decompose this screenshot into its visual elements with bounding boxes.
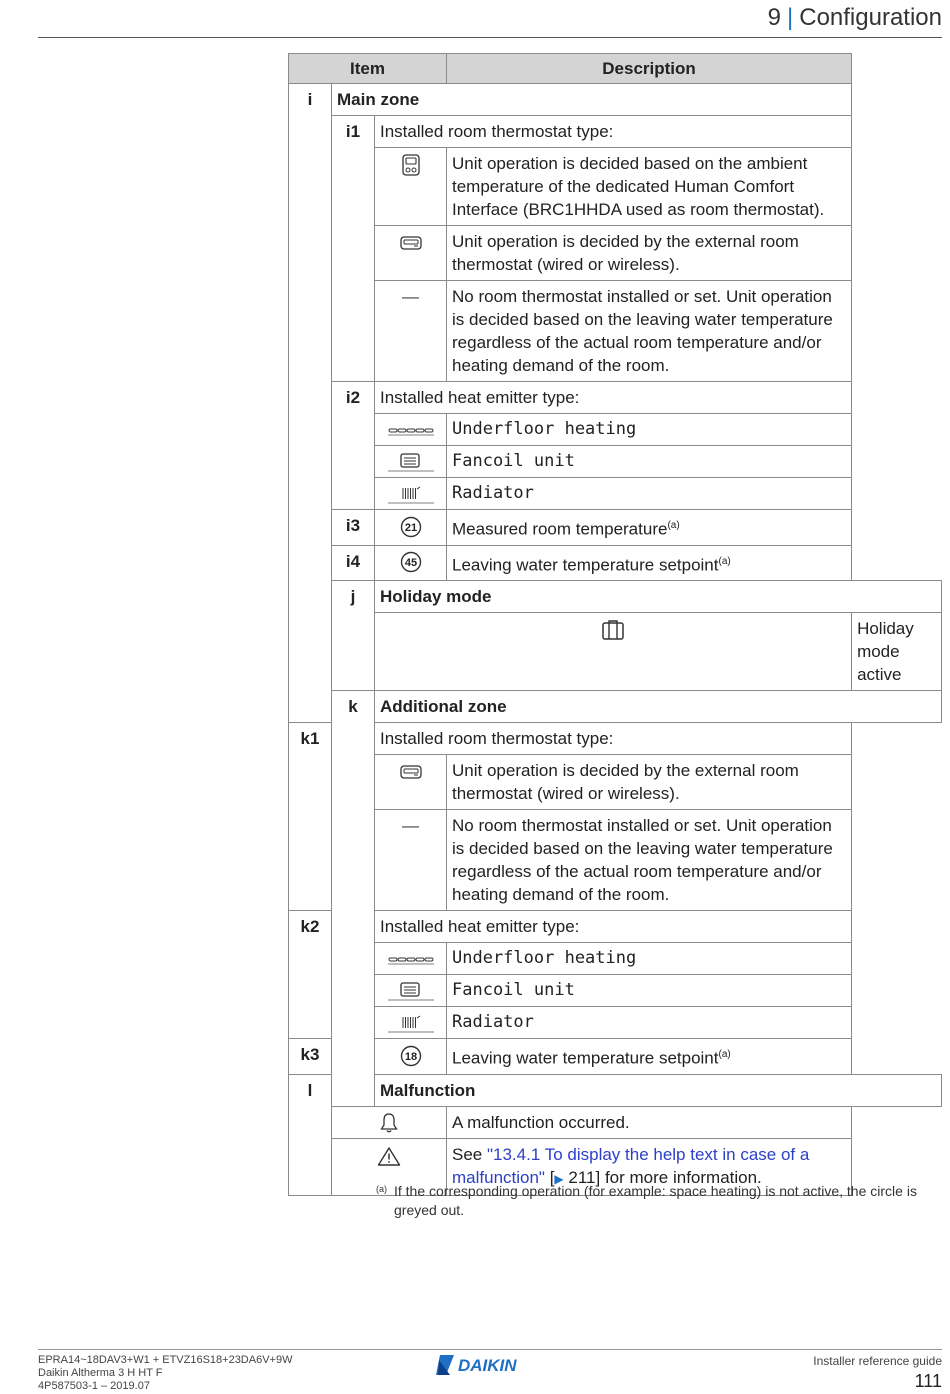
footnote-ref: (a) — [718, 1049, 731, 1061]
table-row — [289, 613, 942, 691]
radiator-icon — [388, 485, 434, 505]
table-row — [289, 1106, 942, 1139]
table-row — [289, 810, 942, 911]
table-row — [289, 148, 942, 226]
header-rule — [38, 37, 942, 38]
lwt-setpoint-badge-icon — [400, 551, 422, 573]
guide-name: Installer reference guide — [813, 1354, 942, 1368]
underfloor-icon — [388, 955, 434, 965]
fancoil-icon — [388, 982, 434, 1002]
item-label-i1: i1 — [332, 116, 375, 382]
table-row — [289, 116, 942, 148]
option-text: Unit operation is decided based on the ambient temperature of the dedicated Human Comfort Interface (BRC1HHDA used as room thermostat). — [447, 148, 852, 226]
thermostat-hci-icon — [401, 154, 421, 176]
table-row — [289, 755, 942, 810]
item-text-i3: Measured room temperature — [452, 519, 668, 539]
thermostat-external-icon — [400, 235, 422, 251]
footer-product-info: EPRA14~18DAV3+W1 + ETVZ16S18+23DA6V+9W Daikin Altherma 3 H HT F 4P587503-1 – 2019.07 — [38, 1354, 293, 1392]
option-text: Unit operation is decided by the external room thermostat (wired or wireless). — [447, 226, 852, 281]
item-letter-k: k — [332, 691, 375, 1107]
item-text-k3: Leaving water temperature setpoint — [452, 1048, 719, 1068]
bell-icon — [379, 1112, 399, 1134]
fancoil-icon — [388, 453, 434, 473]
header-item: Item — [289, 54, 447, 84]
footnote-ref: (a) — [718, 555, 731, 567]
malfunction-text: A malfunction occurred. — [447, 1106, 852, 1139]
item-letter-i: i — [289, 84, 332, 723]
item-label-i2: i2 — [332, 382, 375, 510]
item-text-i1: Installed room thermostat type: — [375, 116, 852, 148]
item-text-k1: Installed room thermostat type: — [375, 723, 852, 755]
holiday-icon — [601, 619, 625, 641]
no-thermostat-symbol: — — [375, 281, 447, 382]
emitter-text: Fancoil unit — [447, 975, 852, 1007]
emitter-text: Underfloor heating — [447, 943, 852, 975]
item-label-i3: i3 — [332, 510, 375, 546]
table-header-row — [289, 54, 942, 84]
page-header: 9 | Configuration — [767, 4, 942, 31]
item-text-i4: Leaving water temperature setpoint — [452, 555, 719, 575]
zone-title-malfunction: Malfunction — [375, 1074, 942, 1106]
page-ref-arrow-icon: ▶ — [554, 1172, 564, 1187]
zone-title-holiday: Holiday mode — [375, 581, 942, 613]
table-row — [289, 911, 942, 943]
chapter-number: 9 — [767, 4, 781, 31]
emitter-text: Fancoil unit — [447, 446, 852, 478]
item-text-k2: Installed heat emitter type: — [375, 911, 852, 943]
header-description: Description — [447, 54, 852, 84]
zone-title-main: Main zone — [332, 84, 852, 116]
item-letter-j: j — [332, 581, 375, 691]
lwt-setpoint-badge-icon — [400, 1045, 422, 1067]
page-ref[interactable]: 211] — [563, 1168, 601, 1188]
zone-title-additional: Additional zone — [375, 691, 942, 723]
item-label-i4: i4 — [332, 545, 375, 581]
footnote — [376, 1182, 936, 1220]
table-row — [289, 1074, 942, 1106]
footer-guide-info — [813, 1354, 942, 1392]
option-text: Unit operation is decided by the external room thermostat (wired or wireless). — [447, 755, 852, 810]
table-row — [289, 545, 942, 581]
option-text: No room thermostat installed or set. Unit operation is decided based on the leaving water temperature regardless of the actual room temperature and/or heating demand of the room. — [447, 281, 852, 382]
table-row — [289, 943, 942, 975]
table-row — [289, 382, 942, 414]
table-row — [289, 581, 942, 613]
table-row — [289, 723, 942, 755]
table-row — [289, 1039, 942, 1075]
footnote-ref: (a) — [667, 520, 680, 531]
item-label-k3: k3 — [289, 1039, 332, 1075]
warning-icon — [377, 1146, 401, 1166]
footer-rule — [38, 1349, 942, 1350]
svg-text:21: 21 — [404, 521, 417, 534]
holiday-text: Holiday mode active — [852, 613, 942, 691]
emitter-text: Underfloor heating — [447, 414, 852, 446]
table-row — [289, 281, 942, 382]
underfloor-icon — [388, 426, 434, 436]
svg-text:DAIKIN: DAIKIN — [458, 1356, 517, 1375]
table-row — [289, 975, 942, 1007]
chapter-title: Configuration — [799, 4, 942, 31]
status-icons-table — [288, 53, 942, 1196]
thermostat-external-icon — [400, 764, 422, 780]
footnote-text: If the corresponding operation (for example: space heating) is not active, the circle is greyed out. — [394, 1183, 917, 1218]
table-row — [289, 226, 942, 281]
table-row — [289, 414, 942, 446]
item-letter-l: l — [289, 1074, 332, 1196]
table-row — [289, 691, 942, 723]
svg-text:45: 45 — [404, 557, 417, 570]
emitter-text: Radiator — [447, 478, 852, 510]
item-text-i2: Installed heat emitter type: — [375, 382, 852, 414]
footnote-mark: (a) — [376, 1184, 387, 1194]
table-row — [289, 510, 942, 546]
table-row — [289, 1007, 942, 1039]
option-text: No room thermostat installed or set. Unit operation is decided based on the leaving water temperature regardless of the actual room temperature and/or heating demand of the room. — [447, 810, 852, 911]
item-label-k2: k2 — [289, 911, 332, 1039]
svg-text:18: 18 — [404, 1050, 417, 1063]
no-thermostat-symbol: — — [375, 810, 447, 911]
table-row — [289, 84, 942, 116]
emitter-text: Radiator — [447, 1007, 852, 1039]
item-label-k1: k1 — [289, 723, 332, 911]
table-row — [289, 478, 942, 510]
page-number: 111 — [914, 1371, 942, 1391]
radiator-icon — [388, 1014, 434, 1034]
room-temperature-badge-icon — [400, 516, 422, 538]
table-row — [289, 446, 942, 478]
help-text-link[interactable]: "13.4.1 To display the help text in case of a malfunction" — [452, 1145, 810, 1188]
daikin-logo — [436, 1354, 544, 1381]
table-row: See "13.4.1 To display the help text in case of a malfunction" [▶ 211] for more information. — [289, 1139, 942, 1196]
